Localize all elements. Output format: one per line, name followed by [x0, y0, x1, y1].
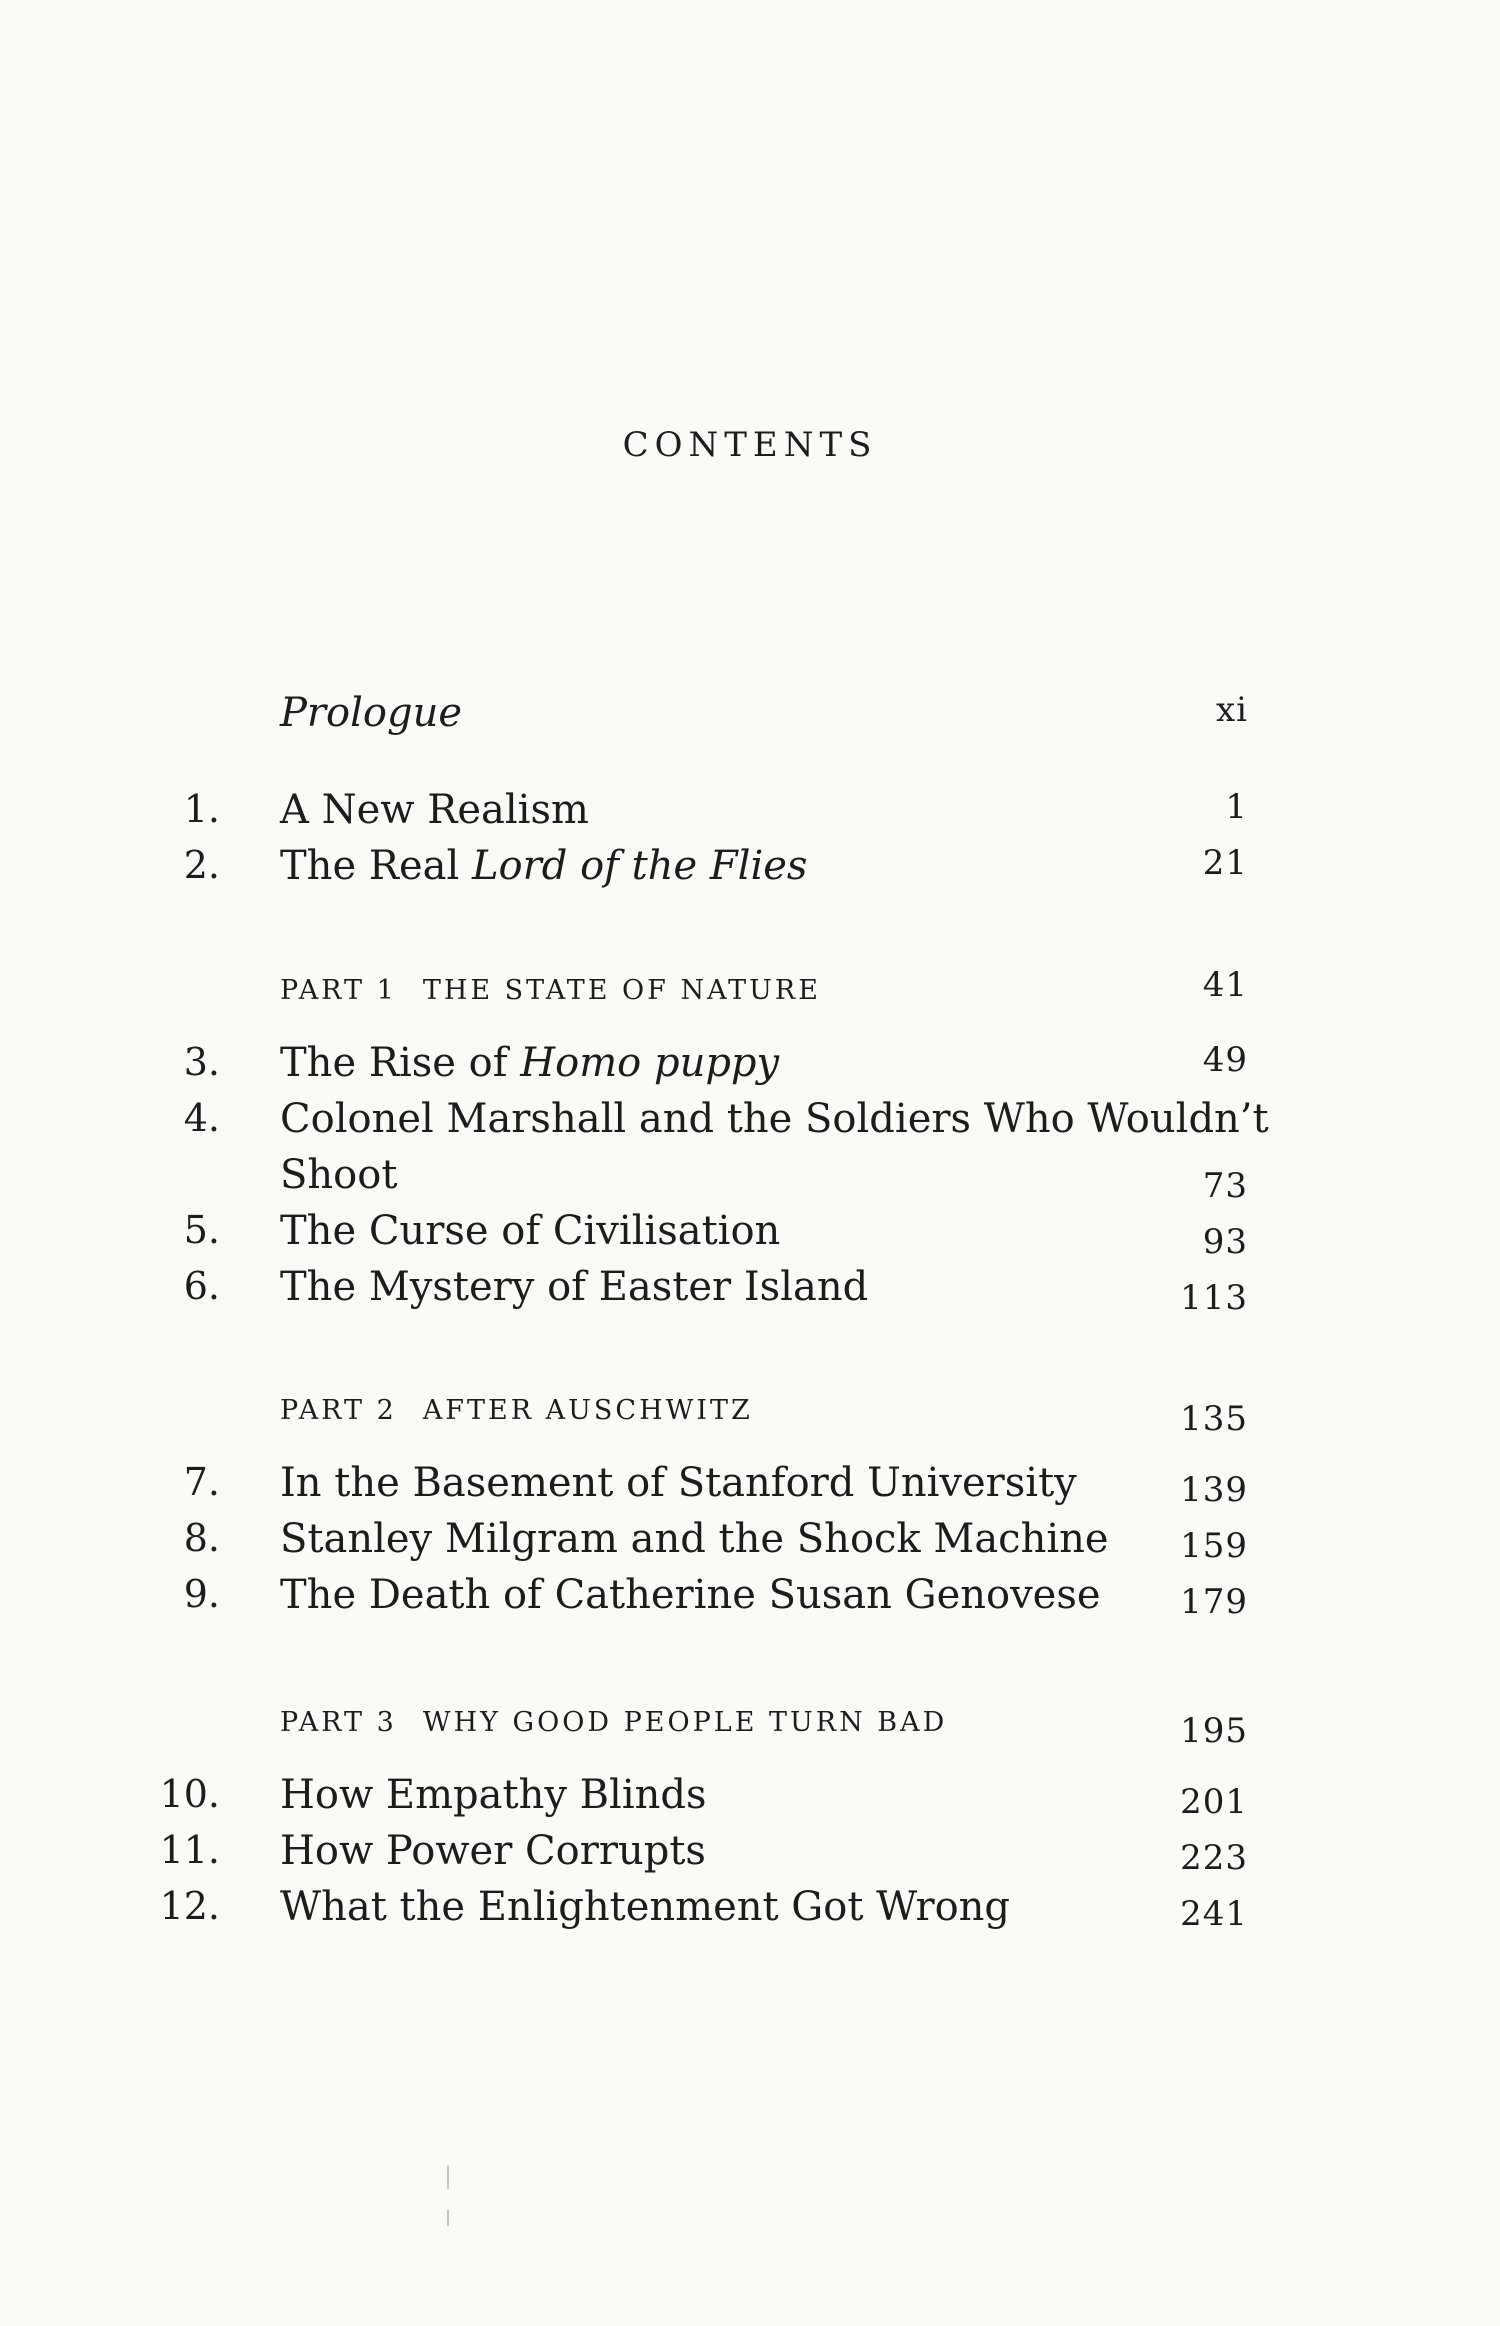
entry-title: What the Enlightenment Got Wrong [280, 1884, 1011, 1930]
part-number: PART 1 [280, 975, 397, 1006]
entry-page: 223 [1180, 1838, 1248, 1878]
entry-page: 139 [1180, 1470, 1248, 1510]
entry-page: 113 [1180, 1278, 1248, 1318]
toc-entry-chapter-5[interactable] [0, 1208, 1500, 1268]
chapter-number: 9. [183, 1572, 220, 1616]
part-title: AFTER AUSCHWITZ [422, 1395, 753, 1426]
entry-title-italic: Lord of the Flies [471, 843, 808, 889]
entry-page: 179 [1180, 1582, 1248, 1622]
entry-title: The Curse of Civilisation [280, 1208, 781, 1254]
toc-entry-chapter-12[interactable] [0, 1884, 1500, 1944]
entry-page: xi [1215, 690, 1248, 730]
scan-mark [447, 2165, 449, 2189]
entry-page: 241 [1180, 1894, 1248, 1934]
toc-entry-chapter-10[interactable] [0, 1772, 1500, 1832]
entry-title: In the Basement of Stanford University [280, 1460, 1077, 1506]
chapter-number: 2. [183, 843, 220, 887]
chapter-number: 10. [159, 1772, 220, 1816]
entry-page: 201 [1180, 1782, 1248, 1822]
toc-entry-chapter-3[interactable] [0, 1040, 1500, 1100]
entry-page: 73 [1202, 1166, 1248, 1206]
part-title: THE STATE OF NATURE [422, 975, 821, 1006]
toc-entry-chapter-9[interactable] [0, 1572, 1500, 1632]
entry-page: 135 [1180, 1399, 1248, 1439]
chapter-number: 5. [183, 1208, 220, 1252]
entry-title: Colonel Marshall and the Soldiers Who Wouldn’t [280, 1096, 1269, 1142]
toc-part-3[interactable] [0, 1697, 1500, 1757]
toc-part-2[interactable] [0, 1385, 1500, 1445]
entry-page: 41 [1202, 965, 1248, 1005]
part-heading [280, 975, 821, 1006]
toc-entry-chapter-4[interactable] [0, 1096, 1500, 1156]
entry-title: How Empathy Blinds [280, 1772, 707, 1818]
entry-title-text: The Real [280, 843, 472, 889]
entry-title: How Power Corrupts [280, 1828, 706, 1874]
entry-title-text: The Rise of [280, 1040, 521, 1086]
chapter-number: 1. [183, 787, 220, 831]
chapter-number: 7. [183, 1460, 220, 1504]
toc-entry-chapter-2[interactable] [0, 843, 1500, 903]
part-heading [280, 1395, 753, 1426]
entry-title-continued: Shoot [280, 1152, 398, 1198]
entry-title: Prologue [280, 690, 463, 736]
chapter-number: 4. [183, 1096, 220, 1140]
toc-entry-chapter-11[interactable] [0, 1828, 1500, 1888]
toc-entry-chapter-1[interactable] [0, 787, 1500, 847]
toc-entry-chapter-7[interactable] [0, 1460, 1500, 1520]
entry-page: 93 [1202, 1222, 1248, 1262]
entry-title-italic: Homo puppy [520, 1040, 780, 1086]
entry-page: 21 [1202, 843, 1248, 883]
part-title: WHY GOOD PEOPLE TURN BAD [422, 1707, 948, 1738]
toc-entry-chapter-6[interactable] [0, 1264, 1500, 1324]
chapter-number: 11. [159, 1828, 220, 1872]
part-heading [280, 1707, 947, 1738]
part-number: PART 3 [280, 1707, 397, 1738]
entry-page: 159 [1180, 1526, 1248, 1566]
entry-title: Stanley Milgram and the Shock Machine [280, 1516, 1109, 1562]
scan-mark [447, 2210, 449, 2226]
entry-page: 1 [1225, 787, 1248, 827]
toc-entry-chapter-4-cont[interactable] [0, 1152, 1500, 1212]
toc-entry-chapter-8[interactable] [0, 1516, 1500, 1576]
entry-title [280, 1040, 779, 1086]
part-number: PART 2 [280, 1395, 397, 1426]
page-title: CONTENTS [622, 425, 878, 465]
entry-title [280, 843, 807, 889]
entry-title: A New Realism [280, 787, 589, 833]
entry-page: 49 [1202, 1040, 1248, 1080]
chapter-number: 8. [183, 1516, 220, 1560]
chapter-number: 12. [159, 1884, 220, 1928]
toc-entry-prologue[interactable] [0, 690, 1500, 750]
chapter-number: 3. [183, 1040, 220, 1084]
chapter-number: 6. [183, 1264, 220, 1308]
toc-part-1[interactable] [0, 965, 1500, 1025]
entry-page: 195 [1180, 1711, 1248, 1751]
entry-title: The Mystery of Easter Island [280, 1264, 869, 1310]
entry-title: The Death of Catherine Susan Genovese [280, 1572, 1101, 1618]
